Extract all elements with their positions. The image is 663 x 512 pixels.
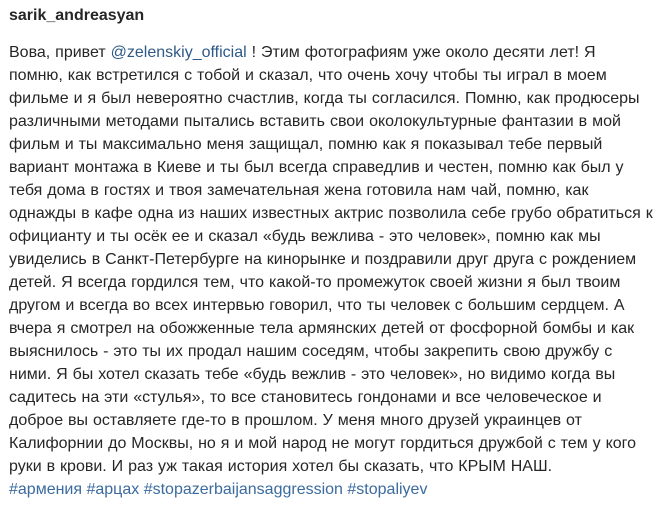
hashtag-stopaliyev[interactable]: #stopaliyev [347,481,428,498]
mention-link[interactable]: @zelenskiy_official [110,44,247,61]
caption-text [9,41,654,478]
hashtag-armenia[interactable]: #армения [9,481,83,498]
hashtag-artsakh[interactable]: #арцах [86,481,140,498]
username-link[interactable]: sarik_andreasyan [9,7,145,24]
caption-before-mention: Вова, привет [9,44,111,61]
hashtag-row [9,478,654,501]
hashtag-stopazerbaijansaggression[interactable]: #stopazerbaijansaggression [143,481,343,498]
caption-after-mention: ! Этим фотографиям уже около десяти лет! Я помню, как встретился с тобой и сказал, что очень хочу чтобы ты играл в моем фильме и я был невероятно счастлив, когда ты согласился. Помню, как продюсеры различными методами пытались вставить свои околокультурные фантазии в мой фильм и ты максимально меня защищал, помню как я показывал тебе первый вариант монтажа в Киеве и ты был всегда справедлив и честен, помню как был у тебя дома в гостях и твоя замечательная жена готовила нам чай, помню, как однажды в кафе одна из наших известных актрис позволила себе грубо обратиться к официанту и ты осёк ее и сказал «будь вежлива - это человек», помню как мы увиделись в Санкт-Петербурге на кинорынке и поздравили друг друга с рождением детей. Я всегда гордился тем, что какой-то промежуток своей жизни я был твоим другом и всегда во всех интервью говорил, что ты человек с большим сердцем. А вчера я смотрел на обожженные тела армянских детей от фосфорной бомбы и как выяснилось - это ты их продал нашим соседям, чтобы закрепить свою дружбу с ними. Я бы хотел сказать тебе «будь вежлив - это человек», но видимо когда вы садитесь на эти «стулья», то все становитесь гондонами и все человеческое и доброе вы оставляете где-то в прошлом. У меня много друзей украинцев от Калифорнии до Москвы, но я и мой народ не могут гордиться дружбой с тем у кого руки в крови. И раз уж такая история хотел бы сказать, что КРЫМ НАШ. [9,44,653,475]
